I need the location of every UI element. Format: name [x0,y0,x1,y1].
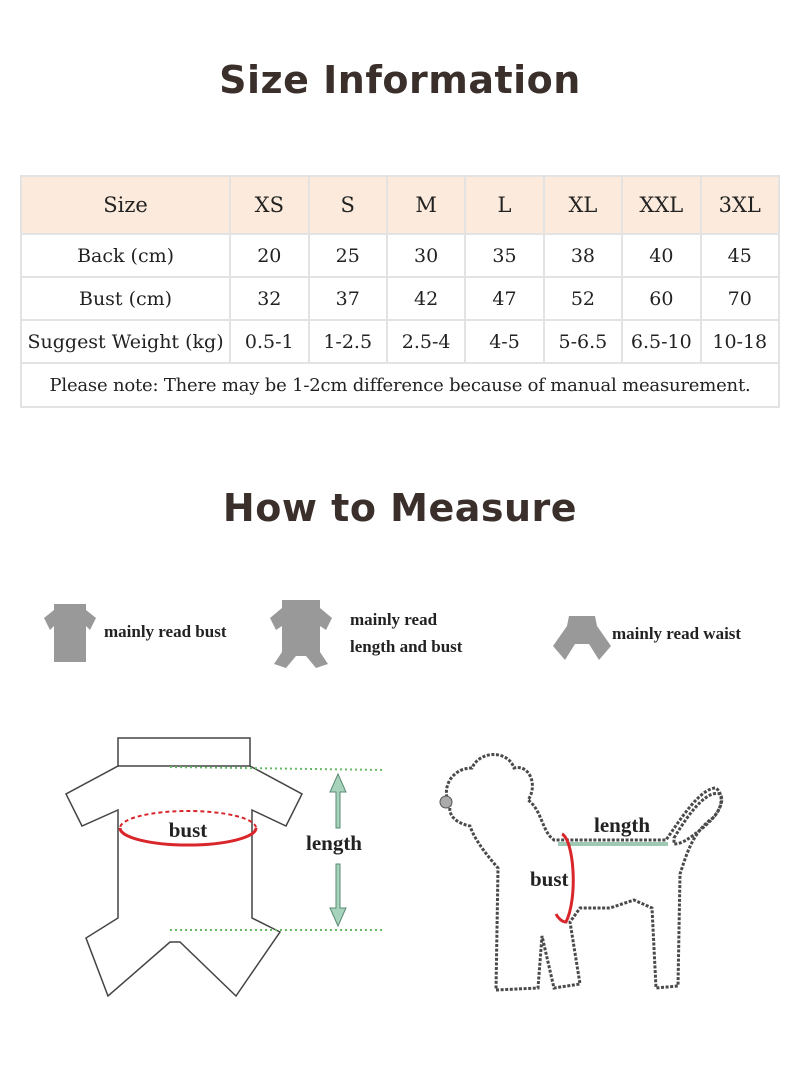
table-cell: 45 [701,234,779,277]
table-cell: 2.5-4 [387,320,465,363]
garment-length-label: length [305,831,363,855]
jumpsuit-icon [266,596,336,670]
dog-bust-label: bust [530,867,569,891]
dog-outline [446,755,721,991]
row-label: Back (cm) [21,234,230,277]
dog-length-label: length [594,813,651,837]
row-label: Suggest Weight (kg) [21,320,230,363]
size-table [20,175,780,408]
size-header-cell: S [309,176,387,234]
size-header-cell: XL [544,176,622,234]
dog-diagram [430,748,770,1008]
table-cell: 4-5 [465,320,543,363]
table-cell: 70 [701,277,779,320]
garment-outline [66,738,302,996]
table-cell: 52 [544,277,622,320]
note-row [21,363,779,407]
size-header-cell: 3XL [701,176,779,234]
size-header-cell: XXL [622,176,700,234]
size-information-title: Size Information [219,58,581,102]
table-row [21,234,779,277]
table-row [21,320,779,363]
size-header-row [21,176,779,234]
table-cell: 38 [544,234,622,277]
table-cell: 37 [309,277,387,320]
table-cell: 47 [465,277,543,320]
table-cell: 20 [230,234,308,277]
table-cell: 6.5-10 [622,320,700,363]
table-cell: 1-2.5 [309,320,387,363]
table-cell: 0.5-1 [230,320,308,363]
table-cell: 42 [387,277,465,320]
garment-diagram [60,730,400,1010]
table-cell: 40 [622,234,700,277]
table-cell: 60 [622,277,700,320]
legend-length-bust-line1: mainly read [350,610,438,629]
size-header-cell: M [387,176,465,234]
measurement-note: Please note: There may be 1-2cm difference because of manual measurement. [21,363,779,407]
table-cell: 30 [387,234,465,277]
table-cell: 5-6.5 [544,320,622,363]
vest-icon [551,612,613,664]
size-header-cell: L [465,176,543,234]
table-cell: 25 [309,234,387,277]
size-header-cell: XS [230,176,308,234]
table-row [21,277,779,320]
table-cell: 35 [465,234,543,277]
legend-length-bust-line2: length and bust [350,637,463,656]
how-to-measure-title: How to Measure [222,486,578,530]
legend-waist-text: mainly read waist [612,624,742,643]
table-cell: 10-18 [701,320,779,363]
size-header-label: Size [21,176,230,234]
table-cell: 32 [230,277,308,320]
row-label: Bust (cm) [21,277,230,320]
dog-nose-icon [440,796,452,808]
shirt-icon [40,600,102,664]
legend-bust-text: mainly read bust [104,622,227,641]
garment-bust-label: bust [168,818,208,842]
